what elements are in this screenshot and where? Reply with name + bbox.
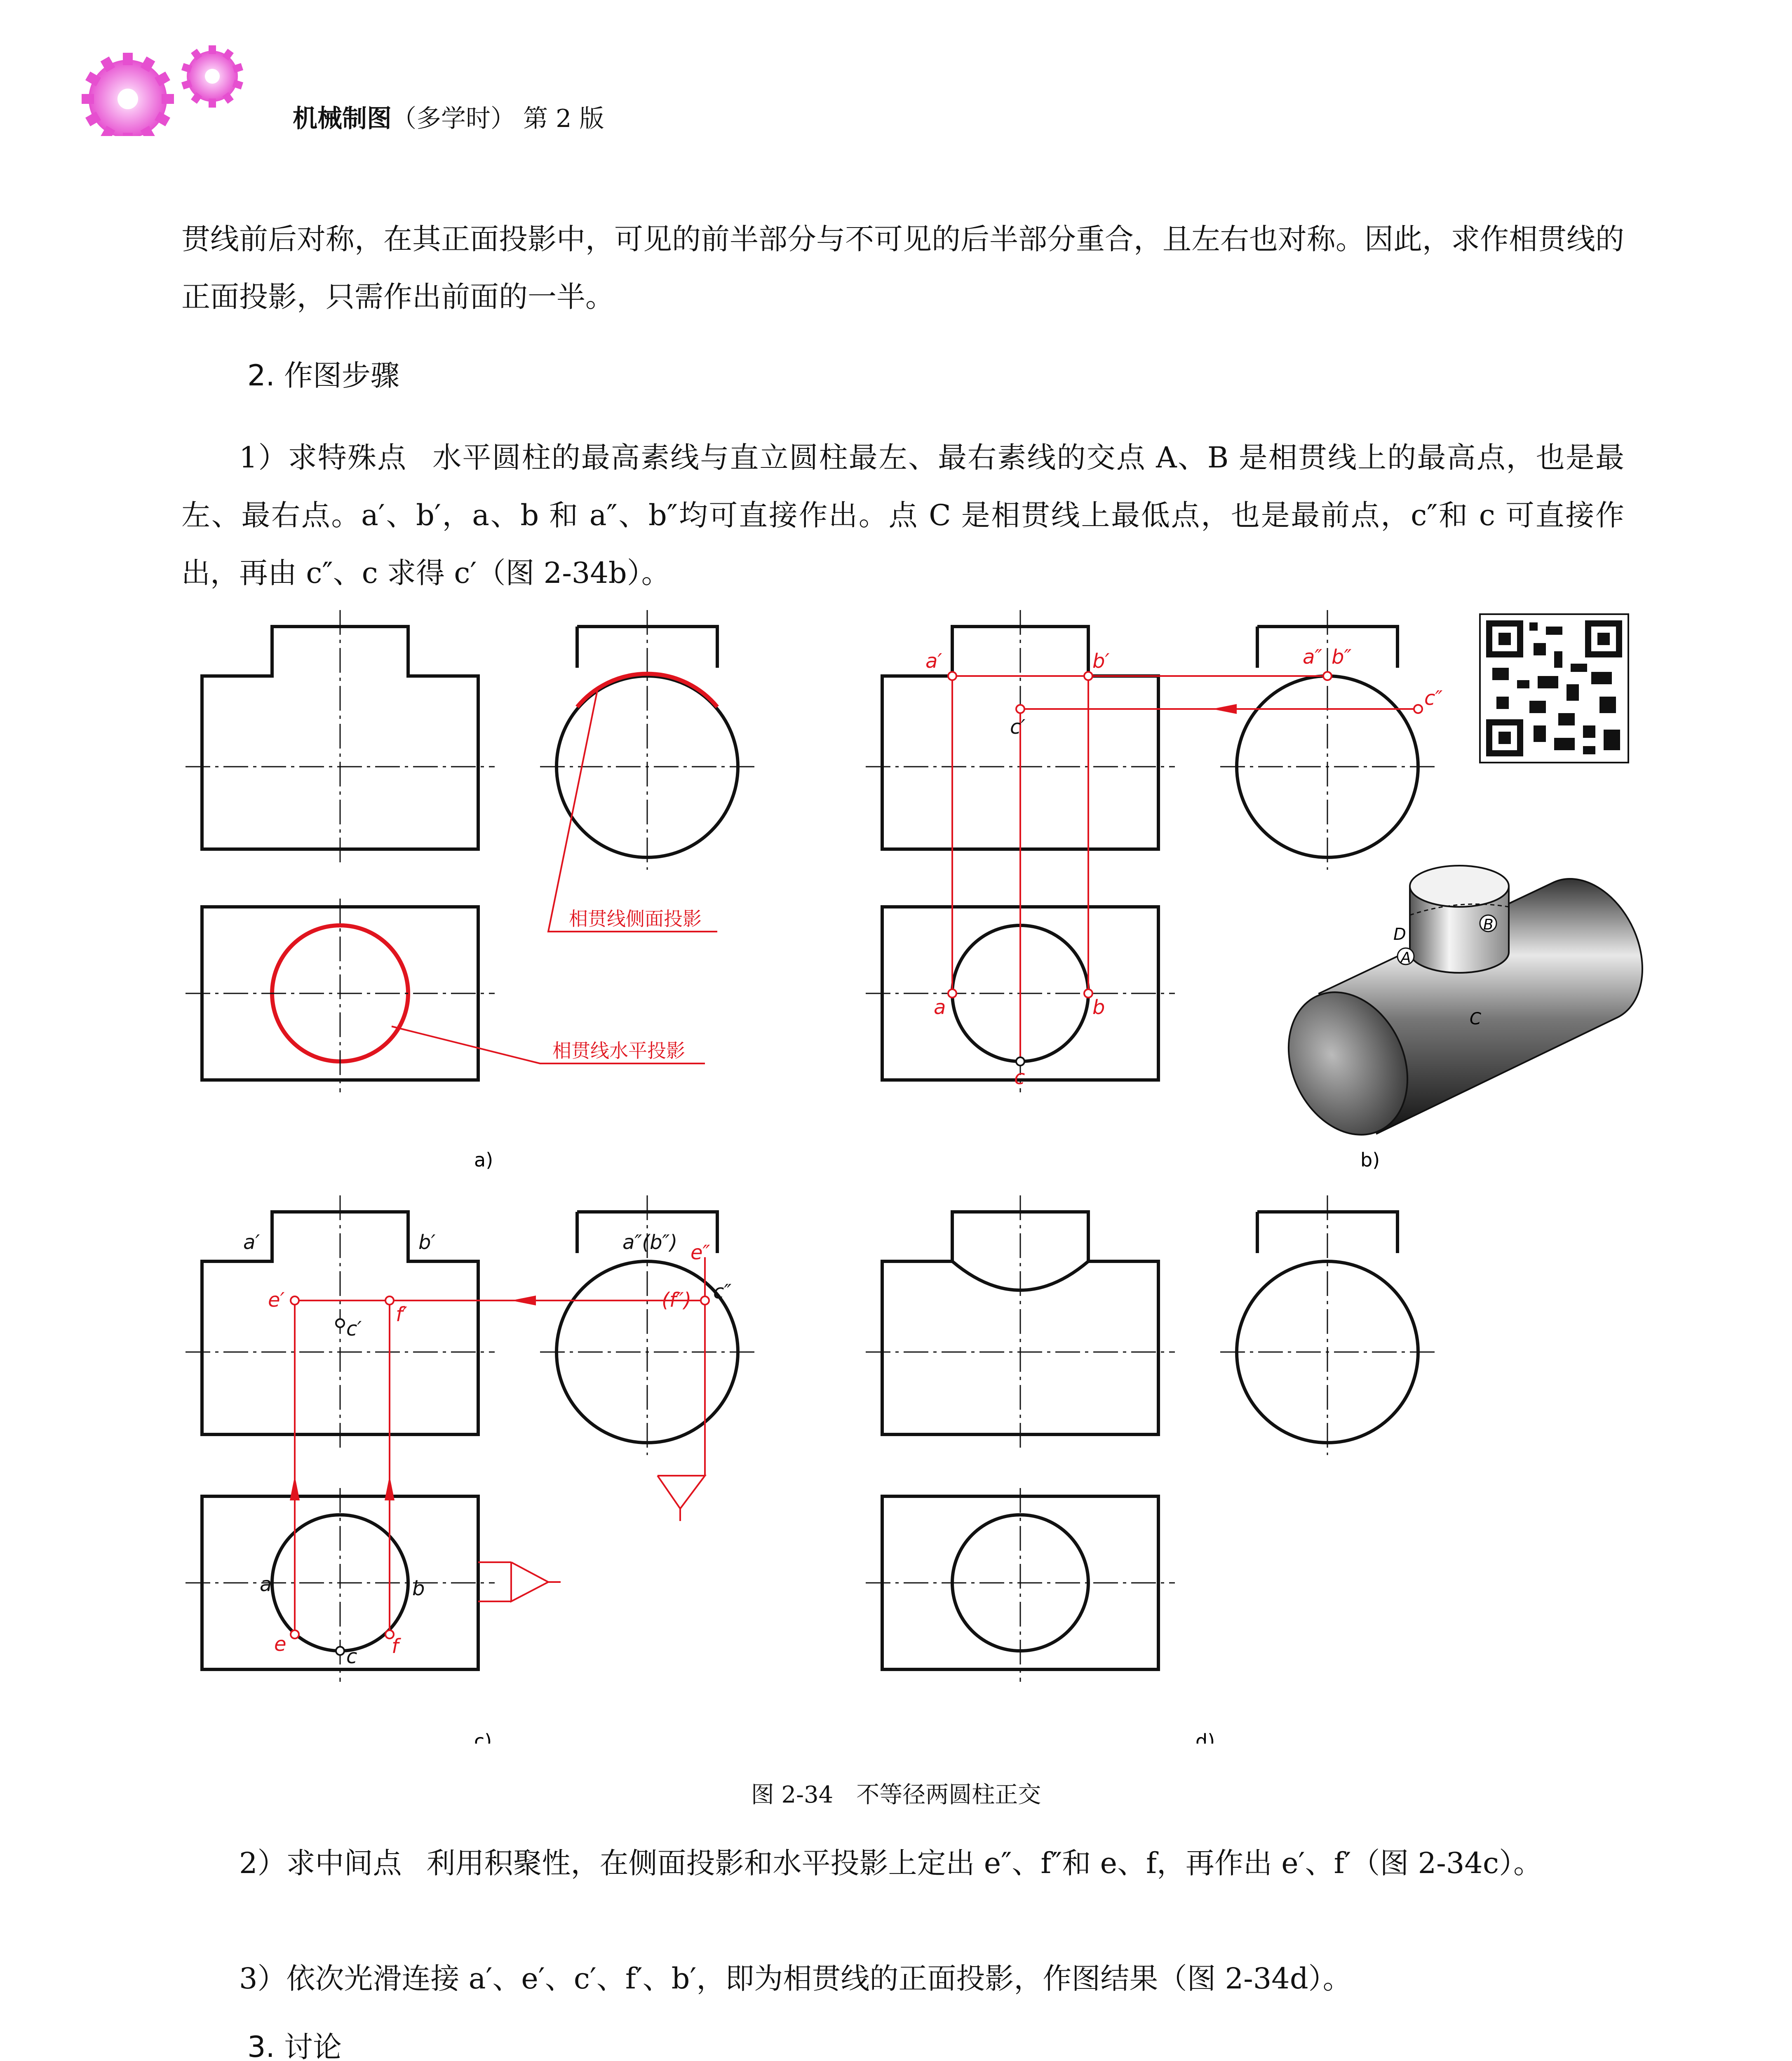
view-a (186, 610, 754, 1092)
pt-c-prime-c: c′ (346, 1317, 362, 1340)
pt-c-c: c (346, 1645, 357, 1668)
heading-steps: 2. 作图步骤 (247, 359, 400, 392)
pt-ab-dprime: a″(b″) (622, 1231, 678, 1254)
figure-2-34 (157, 602, 1661, 1744)
pt-f-dprime: (f″) (662, 1289, 692, 1312)
label-side-projection: 相贯线侧面投影 (569, 908, 702, 930)
paragraph-3-text: 利用积聚性，在侧面投影和水平投影上定出 e″、f″和 e、f，再作出 e′、f′（图 2-34c）。 (426, 1846, 1543, 1880)
subcaption-a: a) (474, 1149, 493, 1171)
pt-c-prime: c′ (1010, 716, 1026, 739)
pt-b-dprime: b″ (1332, 646, 1352, 669)
book-title-main: 机械制图 (293, 104, 392, 133)
paragraph-2 (181, 429, 1624, 602)
figure-drawing (157, 602, 1661, 1744)
pt-D: D (1393, 925, 1406, 944)
pt-a: a (934, 996, 946, 1019)
pt-A: A (1401, 949, 1411, 966)
pt-b-prime: b′ (1092, 650, 1110, 673)
pt-c-dprime: c″ (1424, 687, 1443, 710)
pt-a-prime: a′ (925, 650, 942, 673)
pt-b-c: b (412, 1577, 425, 1600)
pt-a-dprime: a″ (1303, 646, 1322, 669)
book-title-edition: （多学时） 第 2 版 (392, 104, 604, 133)
paragraph-2-lead: 1）求特殊点 (239, 441, 407, 474)
paragraph-2-text: 水平圆柱的最高素线与直立圆柱最左、最右素线的交点 A、B 是相贯线上的最高点，也是最左、最右点。a′、b′，a、b 和 a″、b″均可直接作出。点 C 是相贯线上最低点，也是最前点，c″和 c 可直接作出，再由 c″、c 求得 c′（图 2-34b）。 (181, 441, 1624, 590)
pt-e: e (274, 1633, 287, 1656)
subcaption-c: c) (474, 1730, 492, 1744)
pt-B: B (1483, 916, 1494, 933)
book-title (293, 99, 604, 134)
view-d (866, 1195, 1435, 1682)
heading-discussion: 3. 讨论 (247, 2030, 342, 2061)
pt-f: f (392, 1635, 399, 1658)
pt-c-dprime-c: c″ (713, 1280, 732, 1303)
paragraph-3-lead: 2）求中间点 (239, 1846, 402, 1880)
paragraph-4: 3）依次光滑连接 a′、e′、c′、f′、b′，即为相贯线的正面投影，作图结果（图 2-34d）。 (239, 1962, 1352, 1995)
pt-a-prime-c: a′ (243, 1231, 260, 1254)
pt-e-prime: e′ (268, 1289, 285, 1312)
pt-e-dprime: e″ (690, 1241, 710, 1264)
gear-logo-icon (78, 45, 293, 136)
pt-f-prime: f′ (396, 1303, 407, 1326)
figure-caption: 图 2-34 不等径两圆柱正交 (751, 1782, 1041, 1808)
pt-a-c: a (260, 1573, 272, 1596)
page-header (78, 45, 738, 136)
pt-C: C (1470, 1009, 1481, 1028)
label-top-projection: 相贯线水平投影 (552, 1040, 685, 1062)
subcaption-b: b) (1360, 1149, 1380, 1171)
view-c (186, 1195, 754, 1682)
paragraph-3 (181, 1834, 1624, 1892)
pictorial-3d (1266, 866, 1642, 1154)
pt-b-prime-c: b′ (418, 1231, 436, 1254)
qr-code-icon (1480, 614, 1628, 763)
subcaption-d: d) (1195, 1730, 1215, 1744)
pt-b: b (1092, 996, 1105, 1019)
pt-c: c (1014, 1066, 1025, 1089)
paragraph-1: 贯线前后对称，在其正面投影中，可见的前半部分与不可见的后半部分重合，且左右也对称。因此，求作相贯线的正面投影，只需作出前面的一半。 (181, 222, 1624, 314)
